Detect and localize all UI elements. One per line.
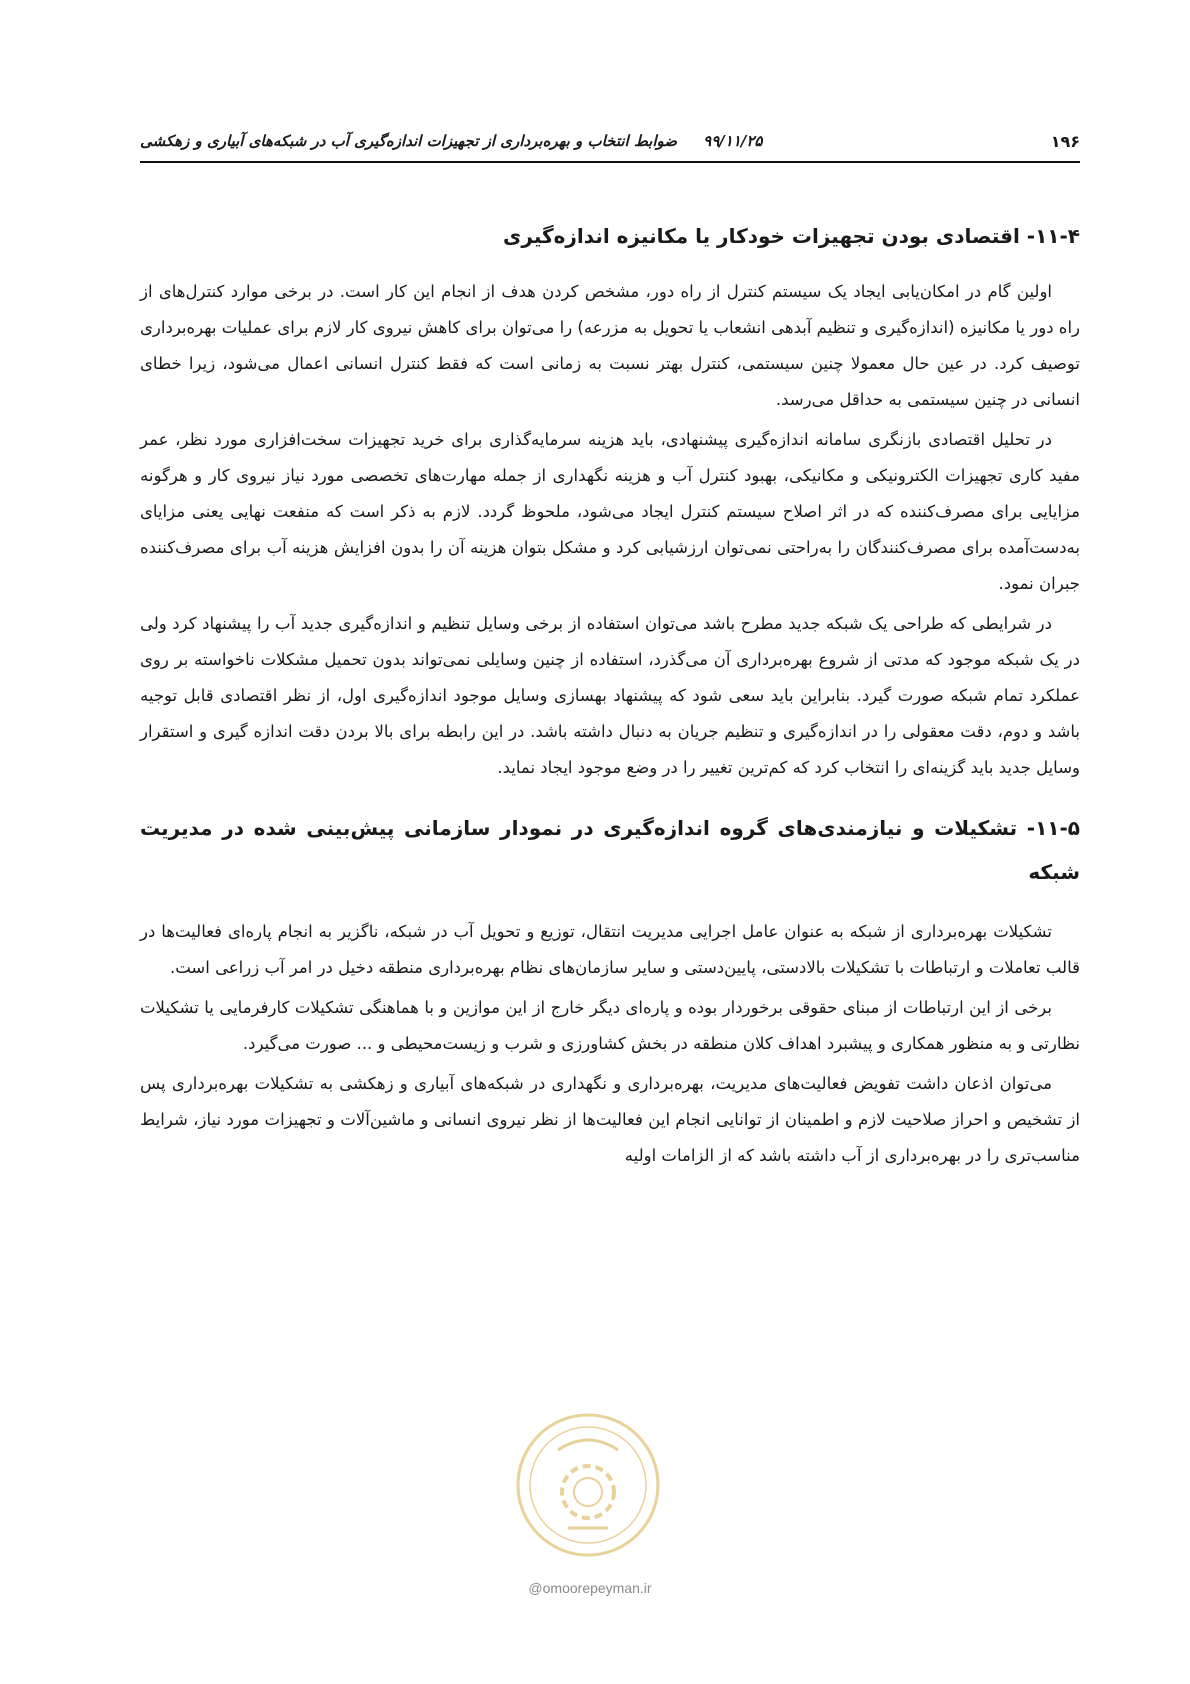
header-text [140,132,762,150]
header-rule [140,161,1080,163]
running-header [140,128,1080,154]
header-date: ۹۹/۱۱/۲۵ [703,132,763,150]
page-number: ۱۹۶ [1050,131,1080,151]
paragraph: در شرایطی که طراحی یک شبکه جدید مطرح باشد می‌توان استفاده از برخی وسایل تنظیم و اندازه‌گیری جدید آب را پیشنهاد کرد ولی در یک شبکه موجود که مدتی از شروع بهره‌برداری آن می‌گذرد، استفاده از چنین وسایلی نمی‌تواند بدون تحمیل مشکلات ناخواسته بر روی عملکرد تمام شبکه صورت گیرد. بنابراین باید سعی شود که پیشنهاد بهسازی وسایل موجود اندازه‌گیری اول، از نظر اقتصادی قابل توجیه باشد و دوم، دقت معقولی را در اندازه‌گیری و تنظیم جریان به دنبال داشته باشد. در این رابطه برای بالا بردن دقت اندازه گیری و استقرار وسایل جدید باید گزینه‌ای را انتخاب کرد که کم‌ترین تغییر را در وضع موجود ایجاد نماید. [140,614,1080,777]
section-heading-11-5: ۱۱-۵- تشکیلات و نیازمندی‌های گروه اندازه‌گیری در نمودار سازمانی پیش‌بینی شده در مدیریت شبکه [140,816,1080,884]
paragraph: تشکیلات بهره‌برداری از شبکه به عنوان عامل اجرایی مدیریت انتقال، توزیع و تحویل آب در شبکه، ناگزیر به انجام پاره‌ای فعالیت‌ها در قالب تعاملات و ارتباطات با تشکیلات بالادستی، پایین‌دستی و سایر سازمان‌های نظام بهره‌برداری منطقه دخیل در امر آب زراعی است. [140,922,1080,977]
paragraph: در تحلیل اقتصادی بازنگری سامانه اندازه‌گیری پیشنهادی، باید هزینه سرمایه‌گذاری برای خرید تجهیزات سخت‌افزاری مورد نظر، عمر مفید کاری تجهیزات الکترونیکی و مکانیکی، بهبود کنترل آب و هزینه نگهداری از جمله مهارت‌های تخصصی مورد نیاز نیروی کار و هرگونه مزایایی برای مصرف‌کننده که در اثر اصلاح سیستم کنترل ایجاد می‌شود، ملحوظ گردد. لازم به ذکر است که منفعت نهایی یعنی مزایای به‌دست‌آمده برای مصرف‌کنندگان را به‌راحتی نمی‌توان ارزشیابی کرد و مشکل بتوان هزینه آن را بدون افزایش هزینه آب برای مصرف‌کننده جبران نمود. [140,430,1080,593]
watermark-url: @omoorepeyman.ir [528,1580,652,1596]
paragraph: برخی از این ارتباطات از مبنای حقوقی برخوردار بوده و پاره‌ای دیگر خارج از این موازین و با هماهنگی تشکیلات کارفرمایی یا تشکیلات نظارتی و به منظور همکاری و پیشبرد اهداف کلان منطقه در بخش کشاورزی و شرب و زیست‌محیطی و ... صورت می‌گیرد. [140,998,1080,1053]
header-title: ضوابط انتخاب و بهره‌برداری از تجهیزات اندازه‌گیری آب در شبکه‌های آبیاری و زهکشی [140,132,678,150]
section-heading-11-4: ۱۱-۴- اقتصادی بودن تجهیزات خودکار یا مکانیزه اندازه‌گیری [503,224,1080,248]
paragraph: می‌توان اذعان داشت تفویض فعالیت‌های مدیریت، بهره‌برداری و نگهداری در شبکه‌های آبیاری و زهکشی به تشکیلات بهره‌برداری پس از تشخیص و احراز صلاحیت لازم و اطمینان از توانایی انجام این فعالیت‌ها از نظر نیروی انسانی و ماشین‌آلات و تجهیزات مورد نیاز، شرایط مناسب‌تری را در بهره‌برداری از آب داشته باشد که از الزامات اولیه [140,1074,1080,1165]
page-body [140,218,1080,1178]
paragraph: اولین گام در امکان‌یابی ایجاد یک سیستم کنترل از راه دور، مشخص کردن هدف از انجام این کار است. در برخی موارد کنترل‌های از راه دور یا مکانیزه (اندازه‌گیری و تنظیم آبدهی انشعاب یا تحویل به مزرعه) را می‌توان برای کاهش نیروی کار لازم برای عملیات بهره‌برداری توصیف کرد. در عین حال معمولا چنین سیستمی، کنترل بهتر نسبت به زمانی است که فقط کنترل انسانی اعمال می‌شود، زیرا خطای انسانی در چنین سیستمی به حداقل می‌رسد. [140,282,1080,409]
watermark-seal-logo [513,1410,663,1560]
